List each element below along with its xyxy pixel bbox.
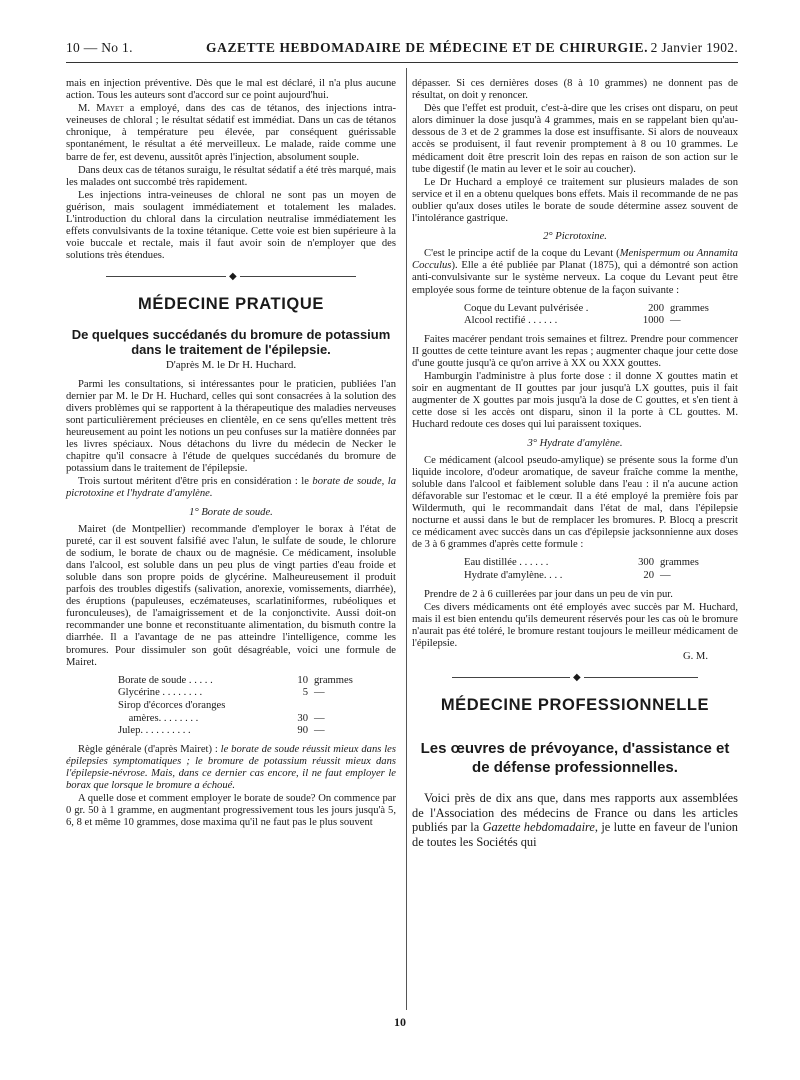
section-title: MÉDECINE PRATIQUE	[138, 295, 324, 314]
author-name: M. Mayet	[78, 103, 124, 115]
formula-picrotoxine	[464, 303, 738, 328]
paragraph: Hamburgin l'administre à plus forte dose : il donne X gouttes matin et soir en augmentant de II gouttes par jour jusqu'à LX gouttes, puis il fait augmenter de X gouttes par mois jusqu'à la dose de C gouttes, et s'en tient à cette dose si les accès ont disparu, sinon il la porte à CL gouttes. M. Huchard redoute ces doses qui lui paraissent toxiques.	[412, 371, 738, 431]
ornament-divider: ◆	[412, 671, 738, 685]
formula-amylene	[464, 557, 738, 582]
paragraph: Dès que l'effet est produit, c'est-à-dire que les crises ont disparu, on peut alors diminuer la dose jusqu'à 4 grammes, mais en se rappelant bien qu'au-dessous de 3 et de 2 grammes la dose est insuffisante. Si alors de nouveaux accès se produisent, il faut revenir promptement à 8 ou 10 grammes. Le médicament doit être prescrit loin des repas en raison de son action sur le tube digestif (le matin au lever et le soir au coucher).	[412, 103, 738, 175]
paragraph: C'est le principe actif de la coque du Levant (Menispermum ou Annamita Cocculus). Elle a été publiée par Planat (1875), qui a démontré son action anti-convulsivante sur le système nerveux. La coque du Levant peut être employée sous forme de teinture obtenue de la façon suivante :	[412, 248, 738, 296]
formula-row: amères. . . . . . . . 30 —	[118, 712, 325, 724]
formula-row: Borate de soude . . . . . 10 grammes	[118, 674, 353, 686]
ornament-divider: ◆	[66, 270, 396, 284]
formula-row: Alcool rectifié . . . . . . 1000 —	[464, 315, 681, 327]
formula-row: Glycérine . . . . . . . . 5 —	[118, 687, 325, 699]
paragraph: dépasser. Si ces dernières doses (8 à 10 grammes) ne donnent pas de résultat, on doit y renoncer.	[412, 78, 738, 102]
subheading: 3° Hydrate d'amylène.	[527, 437, 623, 449]
paragraph: Ce médicament (alcool pseudo-amylique) se présente sous la forme d'un liquide incolore, d'odeur aromatique, de saveur fraîche comme la menthe, soluble dans l'alcool et faiblement soluble dans l'eau : il n'a aucune action défavorable sur l'estomac et le cœur. Il a été employé la première fois par Wildermuth, qui le recommandait dans l'état de mal, dans l'épilepsie nocturne et aussi dans le but de remplacer les bromures. P. Blocq a prescrit ce médicament avec succès dans un cas d'épilepsie jacksonnienne aux doses de 3 à 6 grammes d'après cette formule :	[412, 454, 738, 551]
paragraph: mais en injection préventive. Dès que le mal est déclaré, il n'a plus aucune action. Tous les auteurs sont d'accord sur ce point aujourd'hui.	[66, 78, 396, 102]
formula-row: Eau distillée . . . . . . 300 grammes	[464, 557, 699, 569]
paragraph: Ces divers médicaments ont été employés avec succès par M. Huchard, mais il est bien entendu qu'ils demeurent réservés pour les cas où le bromure n'aurait pas été toléré, le bromure restant toujours le meilleur médicament de l'épilepsie.	[412, 601, 738, 649]
paragraph: Trois surtout méritent d'être pris en considération : le borate de soude, la picrotoxine et l'hydrate d'amylène.	[66, 476, 396, 500]
formula-borate	[118, 675, 396, 738]
paragraph: Mairet (de Montpellier) recommande d'employer le borax à l'état de pureté, car il est souvent falsifié avec l'alun, le sulfate de soude, le chlorure de sodium, le borate de chaux ou de magnésie. Ce médicament, insoluble dans l'alcool, est soluble dans un peu plus de vingt parties d'eau froide et soluble dans son propre poids de glycérine. Malheureusement il produit parfois des troubles digestifs (salivation, anorexie, vomissements, diarrhée), des éruptions (papuleuses, eczémateuses, scarlatiniformes, rubéoliques et furonculeuses), de l'amaigrissement et de la conjonctivite. Aussi doit-on recommander une bonne et reconstituante alimentation, du bismuth contre la diarrhée. Il a l'avantage de ne pas atteindre l'intelligence, comme les bromures. Pour dissimuler son goût désagréable, voici une formule de Mairet.	[66, 523, 396, 668]
formula-row: Sirop d'écorces d'oranges	[118, 699, 226, 711]
article-body	[412, 791, 738, 849]
journal-title: GAZETTE HEBDOMADAIRE DE MÉDECINE ET DE CHIRURGIE.	[206, 40, 649, 55]
paragraph: Le Dr Huchard a employé ce traitement sur plusieurs malades de son service et il en a obtenu quelques bons effets. Mais il recommande de ne pas oublier qu'aux doses utiles le borate de soude détermine assez souvent de l'intolérance gastrique.	[412, 176, 738, 225]
byline: D'après M. le Dr H. Huchard.	[165, 358, 297, 371]
paragraph: Dans deux cas de tétanos suraigu, le résultat sédatif a été très marqué, mais les malades ont succombé très rapidement.	[66, 164, 396, 188]
issue-date: 2 Janvier 1902.	[650, 40, 738, 55]
paragraph: Voici près de dix ans que, dans mes rapports aux assemblées de l'Association des médecins de France ou dans les articles publiés par la Gazette hebdomadaire, je lutte en faveur de l'union de toutes les Sociétés qui	[412, 791, 738, 849]
formula-row: Coque du Levant pulvérisée . 200 grammes	[464, 302, 709, 314]
page-number: 10	[394, 1015, 406, 1029]
subheading: 2° Picrotoxine.	[543, 231, 607, 243]
paragraph: Les injections intra-veineuses de chloral ne sont pas un moyen de guérison, mais soulagent immédiatement et totalement les malades. L'introduction du chloral dans la circulation neutralise immédiatement les effets convulsivants de la toxine tétanique. Cette voie est bien supérieure à la voie buccale et rectale, mais il faut avoir soin de n'employer que des solutions très étendues.	[66, 189, 396, 262]
formula-row: Hydrate d'amylène. . . . 20 —	[464, 569, 671, 581]
right-column	[412, 78, 738, 850]
paragraph: Parmi les consultations, si intéressantes pour le praticien, publiées l'an dernier par M. le Dr H. Huchard, celles qui sont consacrées à la solution des divers problèmes qui se rapportent à la thérapeutique des maladies nerveuses sont particulièrement précieuses en clientèle, en ce sens qu'elles mettent très heureusement au point les notions un peu confuses sur la matière données par les livres spéciaux. Nous détachons du livre du médecin de Necker le chapitre qu'il consacre à l'étude de quelques succédanés du bromure de potassium dans le traitement de l'épilepsie.	[66, 378, 396, 475]
signature: G. M.	[682, 651, 708, 663]
paragraph: Prendre de 2 à 6 cuillerées par jour dans un peu de vin pur.	[424, 588, 673, 600]
formula-row: Julep. . . . . . . . . . 90 —	[118, 725, 325, 737]
column-divider	[406, 68, 407, 1010]
paragraph-text: a employé, dans des cas de tétanos, des injections intra-veineuses de chloral ; le résultat sédatif est immédiat. Dans un cas de tétanos chronique, à température peu élevée, par conséquent guérissable spontanément, le résultat a été merveilleux. Le malade, raide comme une barre de fer, est devenu, aussitôt après l'injection, absolument souple.	[66, 103, 396, 163]
article-title: De quelques succédanés du bromure de potassium dans le traitement de l'épilepsie.	[71, 326, 391, 357]
article-title: Les œuvres de prévoyance, d'assistance et de défense professionnelles.	[420, 740, 730, 777]
left-column	[66, 78, 396, 830]
running-header	[66, 40, 738, 58]
header-rule	[66, 62, 738, 63]
paragraph	[66, 103, 396, 163]
paragraph: Règle générale (d'après Mairet) : le borate de soude réussit mieux dans les épilepsies symptomatiques ; le bromure de potassium réussit mieux dans l'épilepsie-névrose. Mais, dans ce dernier cas encore, il ne faut employer le borax que lorsque le bromure a échoué.	[66, 743, 396, 791]
paragraph: Faites macérer pendant trois semaines et filtrez. Prendre pour commencer II gouttes de cette teinture avant les repas ; augmenter chaque jour cette dose d'une goutte jusqu'à ce qu'on arrive à XX ou XXX gouttes.	[412, 333, 738, 369]
paragraph: A quelle dose et comment employer le borate de soude? On commence par 0 gr. 50 à 1 gramme, en augmentant progressivement tous les jours jusqu'à 5, 6, 8 et même 10 grammes, dose maxima qu'il ne faut pas le plus souvent	[66, 793, 396, 829]
section-title: MÉDECINE PROFESSIONNELLE	[440, 696, 710, 715]
page-issue: 10 — No 1.	[66, 40, 133, 55]
subheading: 1° Borate de soude.	[189, 506, 273, 518]
